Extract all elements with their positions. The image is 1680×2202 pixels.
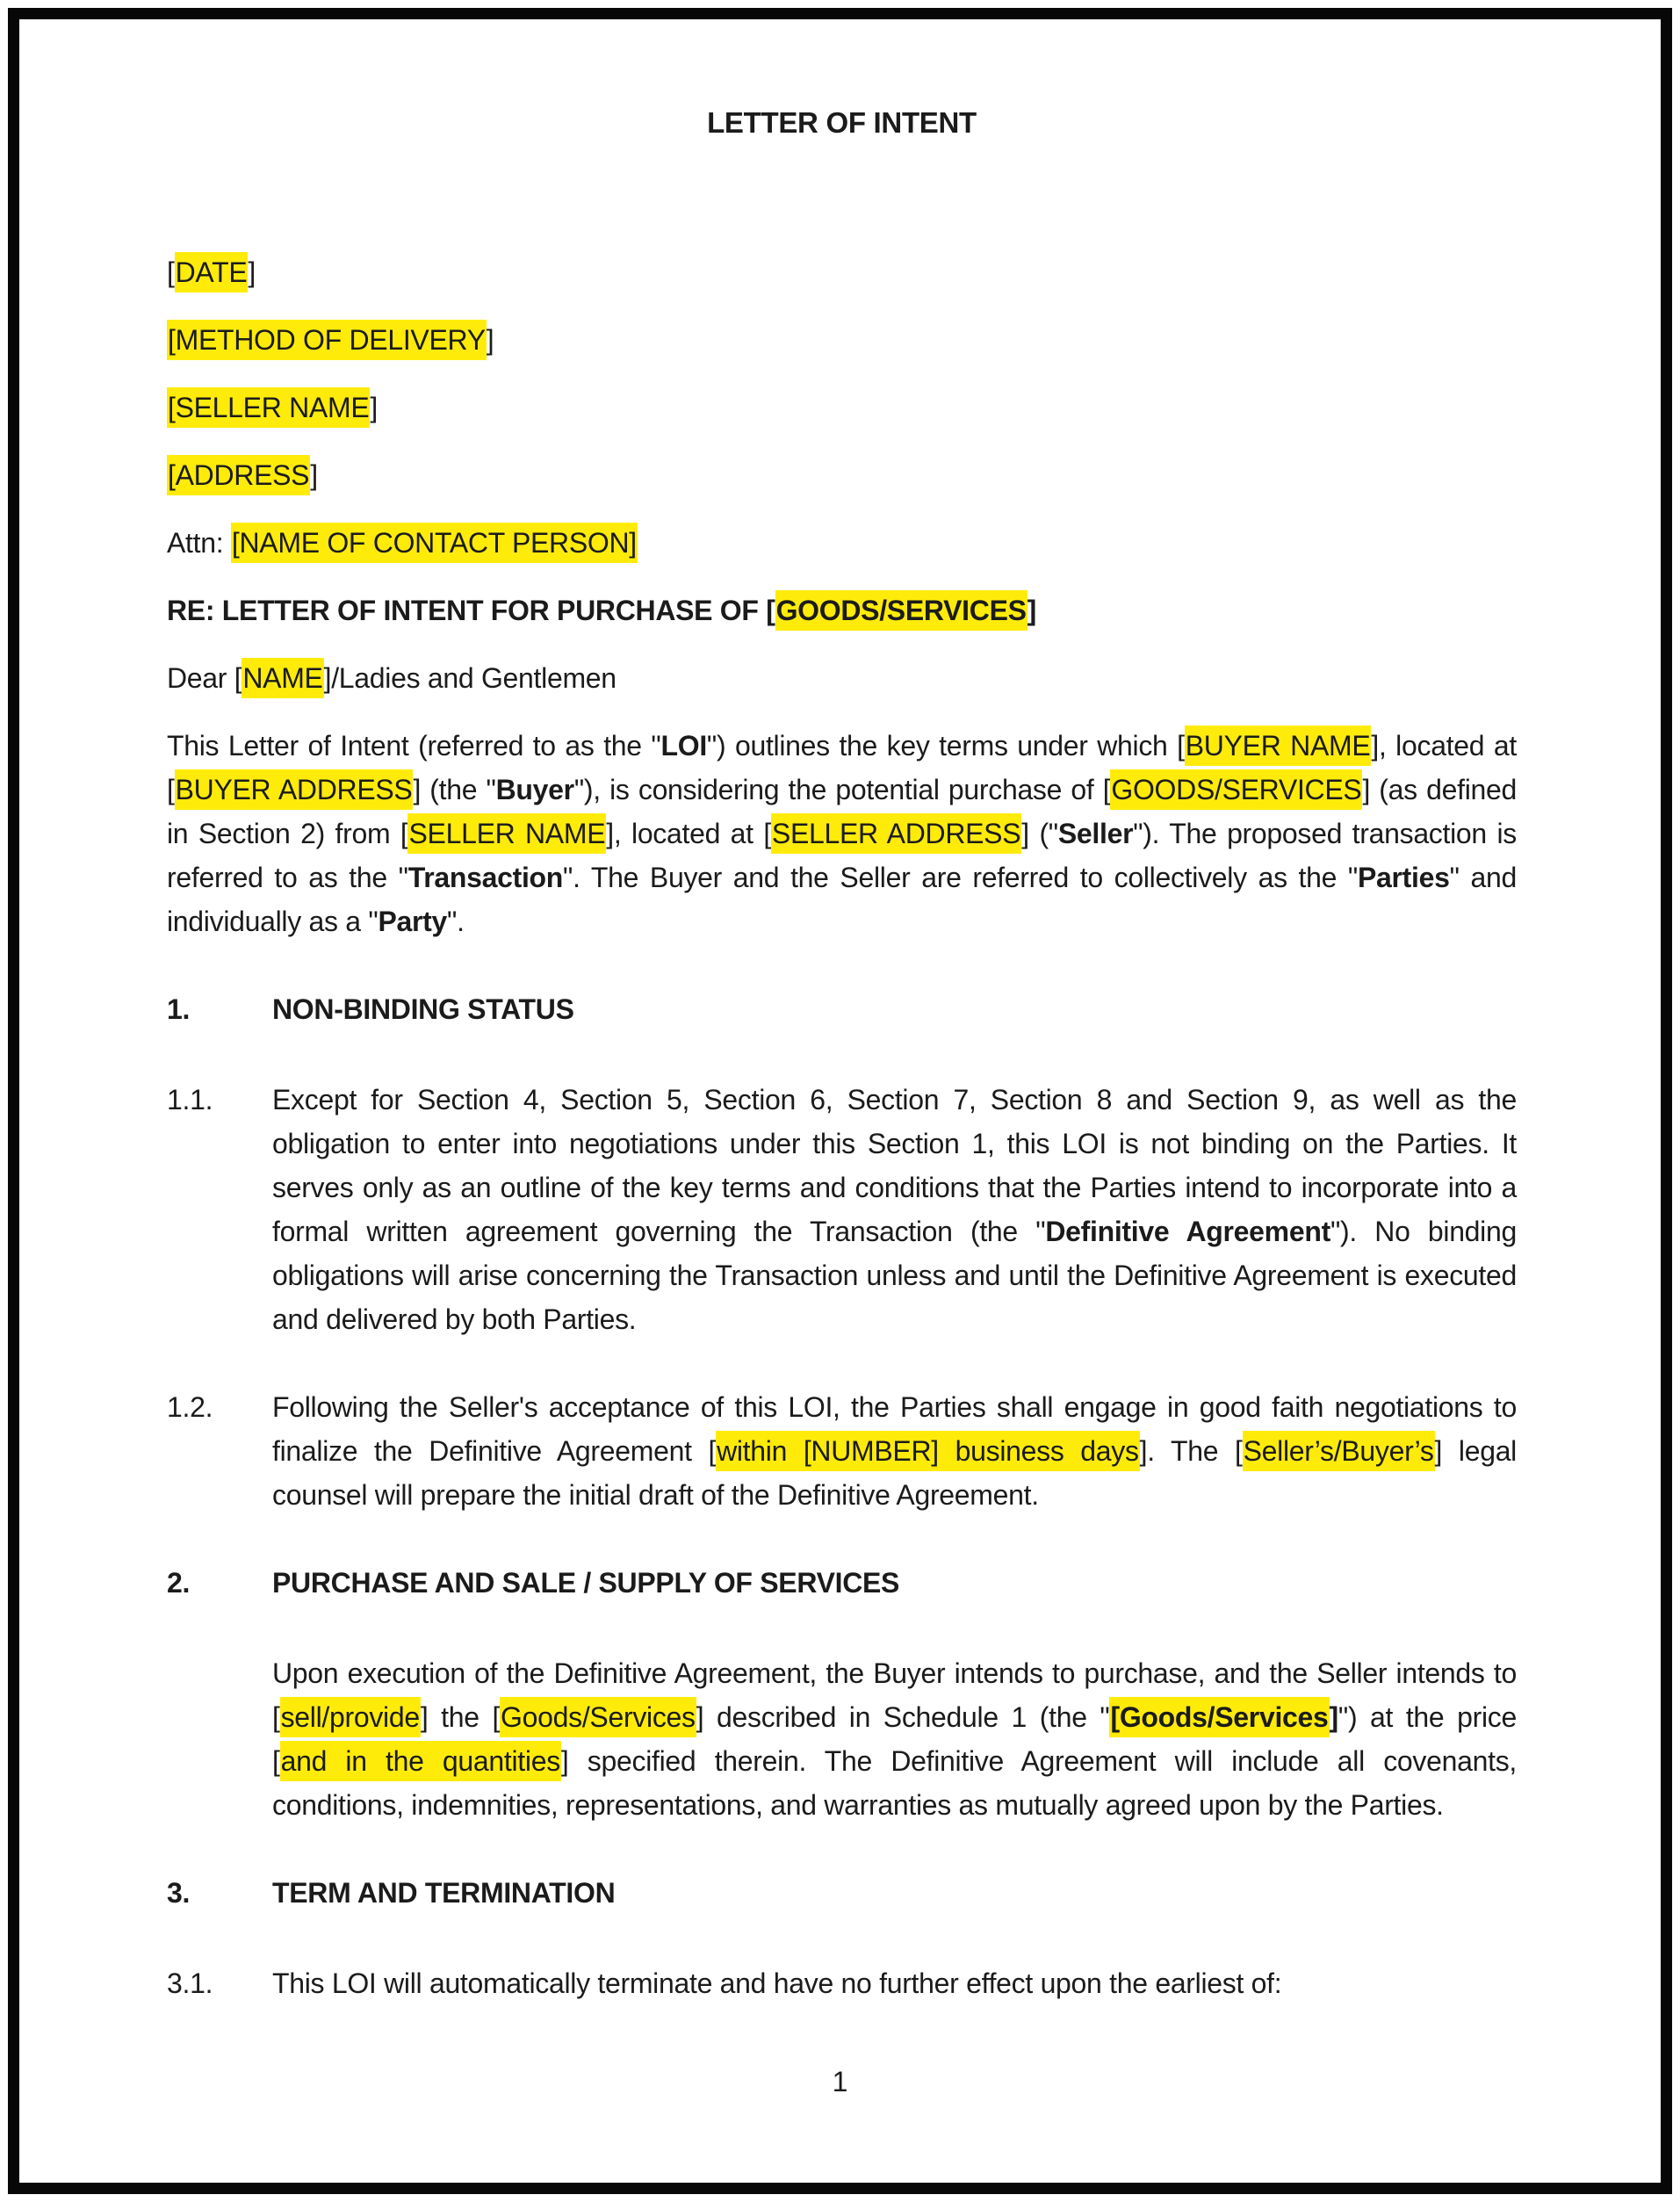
highlighted-placeholder: Goods/Services — [500, 1697, 696, 1737]
text-run: ] — [310, 459, 318, 491]
text-run: ") outlines the key terms under which [ — [706, 730, 1185, 762]
text-run: ] the [ — [420, 1701, 501, 1733]
seller-address-line — [167, 453, 1517, 497]
text-run: ] — [248, 256, 256, 288]
attn-line — [167, 521, 1517, 565]
text-run: This Letter of Intent (referred to as the " — [167, 730, 661, 762]
text-run: ] — [1027, 595, 1037, 626]
text-run: Buyer — [495, 774, 574, 805]
text-run: ] — [486, 324, 494, 356]
text-run: ] — [370, 392, 378, 423]
clause-number: 1.1. — [167, 1084, 213, 1115]
text-run: [ — [167, 256, 175, 288]
text-run: "), is considering the potential purchase of [ — [573, 774, 1111, 805]
highlighted-placeholder: [SELLER NAME — [167, 387, 370, 428]
highlighted-placeholder: BUYER ADDRESS — [175, 769, 414, 810]
text-run: " and individually as a " — [167, 862, 1517, 937]
highlighted-placeholder: sell/provide — [280, 1697, 421, 1737]
intro-paragraph — [167, 724, 1517, 943]
highlighted-placeholder: SELLER NAME — [407, 813, 606, 854]
text-run: This LOI will automatically terminate and have no further effect upon the earliest of: — [272, 1967, 1282, 1999]
text-run: ] — [1329, 1701, 1338, 1733]
clause-3-1 — [167, 1961, 1517, 2005]
text-run: ". The Buyer and the Seller are referred to collectively as the " — [563, 862, 1358, 893]
section-heading-purchase-and-sale — [167, 1561, 1517, 1605]
text-run: ] (the " — [413, 774, 496, 805]
clause-text — [272, 1651, 1517, 1827]
highlighted-placeholder: BUYER NAME — [1185, 726, 1372, 766]
text-run: LOI — [660, 730, 707, 762]
text-run: Parties — [1357, 862, 1450, 893]
text-run: ") at the price [ — [272, 1701, 1517, 1777]
highlighted-placeholder: NAME — [242, 658, 323, 698]
page-number: 1 — [832, 2066, 848, 2097]
text-run: Seller — [1057, 818, 1134, 849]
text-run: ] specified therein. The Definitive Agreement will include all covenants, conditions, indemnities, representations, and warranties as mutually agreed upon by the Parties. — [272, 1745, 1517, 1821]
section-number: 2. — [167, 1567, 191, 1599]
text-run: Dear [ — [167, 662, 242, 694]
highlighted-placeholder: GOODS/SERVICES — [775, 590, 1027, 631]
salutation — [167, 656, 1517, 700]
text-run: ] legal counsel will prepare the initial draft of the Definitive Agreement. — [272, 1435, 1517, 1511]
text-run: "). The proposed transaction is referred to as the " — [167, 818, 1517, 893]
clause-2-body — [167, 1651, 1517, 1827]
section-title: TERM AND TERMINATION — [272, 1877, 616, 1909]
document-title: LETTER OF INTENT — [707, 106, 977, 139]
text-run: Transaction — [407, 862, 564, 893]
highlighted-placeholder: GOODS/SERVICES — [1110, 769, 1362, 810]
clause-number: 1.2. — [167, 1391, 213, 1423]
clause-1-1 — [167, 1078, 1517, 1341]
highlighted-placeholder: SELLER ADDRESS — [771, 813, 1021, 854]
highlighted-placeholder: [NAME OF CONTACT PERSON] — [231, 523, 638, 563]
text-run: ] (" — [1021, 818, 1058, 849]
clause-text — [272, 1961, 1517, 2005]
section-number: 1. — [167, 993, 191, 1025]
text-run: ". — [447, 906, 465, 937]
highlighted-placeholder: [Goods/Services — [1109, 1697, 1329, 1737]
highlighted-placeholder: Seller’s/Buyer’s — [1243, 1431, 1435, 1471]
text-run: Attn: — [167, 527, 231, 559]
highlighted-placeholder: [ADDRESS — [167, 455, 310, 495]
text-run: RE: LETTER OF INTENT FOR PURCHASE OF [ — [167, 595, 775, 626]
section-heading-non-binding-status — [167, 987, 1517, 1031]
date-line — [167, 250, 1517, 294]
highlighted-placeholder: and in the quantities — [280, 1741, 561, 1781]
text-run: ], located at [ — [606, 818, 771, 849]
clause-1-2 — [167, 1385, 1517, 1517]
text-run: Party — [378, 906, 448, 937]
text-run: ] described in Schedule 1 (the " — [696, 1701, 1110, 1733]
text-run: ]. The [ — [1139, 1435, 1243, 1467]
text-run: Following the Seller's acceptance of this LOI, the Parties shall engage in good faith negotiations to finalize the Definitive Agreement [ — [272, 1391, 1517, 1467]
text-run: ] (as defined in Section 2) from [ — [167, 774, 1518, 849]
text-run: ]/Ladies and Gentlemen — [323, 662, 616, 694]
highlighted-placeholder: within [NUMBER] business days — [716, 1431, 1140, 1471]
highlighted-placeholder: DATE — [175, 252, 249, 292]
text-run: Upon execution of the Definitive Agreement, the Buyer intends to purchase, and the Seller intends to [ — [272, 1657, 1517, 1733]
highlighted-placeholder: [METHOD OF DELIVERY — [167, 320, 487, 360]
section-heading-term-and-termination — [167, 1871, 1517, 1915]
section-title: NON-BINDING STATUS — [272, 993, 574, 1025]
text-run: Except for Section 4, Section 5, Section 6, Section 7, Section 8 and Section 9, as well as the obligation to enter into negotiations under this Section 1, this LOI is not binding on the Parties. It serves only as an outline of the key terms and conditions that the Parties intend to incorporate into a formal written agreement governing the Transaction (the " — [272, 1084, 1517, 1247]
clause-text — [272, 1385, 1517, 1517]
section-number: 3. — [167, 1877, 191, 1909]
clause-number: 3.1. — [167, 1967, 213, 1999]
subject-line — [167, 588, 1517, 632]
text-run: Definitive Agreement — [1045, 1216, 1330, 1247]
text-run: "). No binding obligations will arise concerning the Transaction unless and until the Definitive Agreement is executed and delivered by both Parties. — [272, 1216, 1517, 1335]
delivery-method-line — [167, 318, 1517, 362]
section-title: PURCHASE AND SALE / SUPPLY OF SERVICES — [272, 1567, 900, 1599]
text-run: ], located at [ — [167, 730, 1517, 805]
clause-text — [272, 1078, 1517, 1341]
seller-name-line — [167, 386, 1517, 430]
